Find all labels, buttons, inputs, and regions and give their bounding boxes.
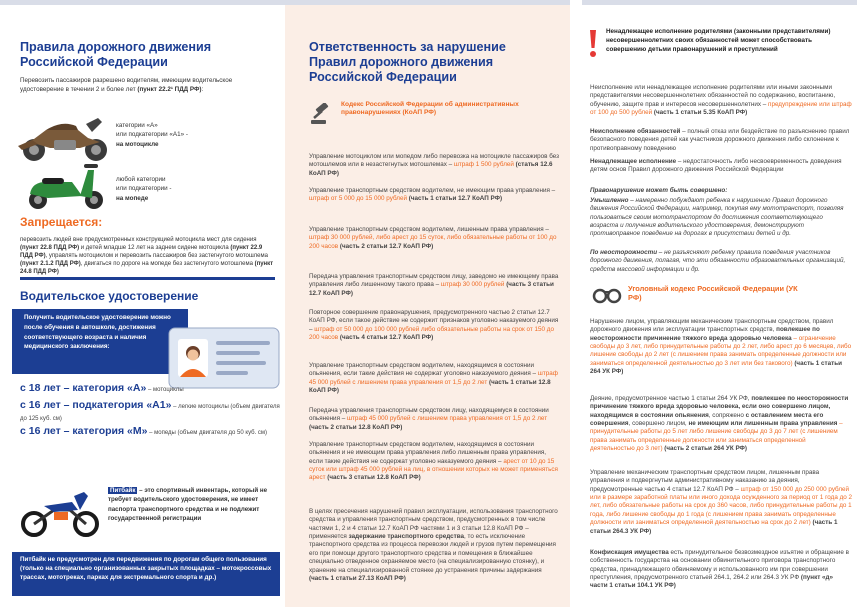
koap-12-7-3-text: Передача управления транспортным средством лицу, заведомо не имеющему права управления либо лишенному такого права –: [309, 273, 559, 289]
koap-27-13: [309, 508, 559, 583]
uk-264-1-penalty: – ограничение свободы до 3 лет, либо принудительные работы до 2 лет, либо арест до 6 месяцев, либо лишение свободы до 2 лет (с лишением права занимать определенные должности или заниматься определенной деятельностью до 3 лет или без такового): [590, 334, 852, 367]
uk-264-2-conj: , сопряжено: [708, 411, 744, 419]
age-16-m-desc: – мопеды (объем двигателя до 50 куб. см): [147, 430, 268, 436]
passenger-rule-colon: :: [201, 85, 204, 93]
koap-12-6: [309, 153, 559, 178]
intentional-offense: [590, 197, 852, 239]
negligent-term: По неосторожности: [590, 249, 658, 256]
confiscation-term: Конфискация имущества: [590, 549, 669, 556]
pitbike-title: Питбайк: [110, 487, 136, 494]
koap-12-8-2-penalty: штраф 45 000 рублей с лишением права управления от 1,5 до 2 лет: [347, 415, 548, 423]
passenger-rule-text: Перевозить пассажиров разрешено водителям, имеющим водительское удостоверение в течении 2 и более лет: [20, 77, 233, 93]
forbidden-ref-3: (пункт 2.1.2 ПДД РФ): [20, 261, 81, 268]
forbidden-text: [20, 236, 275, 276]
top-strip: [285, 0, 570, 5]
handcuffs-icon: [592, 286, 622, 304]
passenger-rule: [20, 77, 265, 94]
uk-264-3-penalty: штраф от 150 000 до 250 000 рублей или в размере заработной платы или иного дохода осужденного за период от 1 года до 2 лет, либо обязательные работы на срок до 360 часов, либо принудительные работы до 1 года, либо лишение свободы до 1 года (с лишением права занимать определенные должности или заниматься определенной деятельностью на срок до 2 лет): [590, 485, 853, 527]
pitbike-text: – это спортивный инвентарь, который не требует водительского удостоверения, не имеет паспорта транспортного средства и не подлежит государственной регистрации: [108, 487, 268, 522]
forbidden-text-1: перевозить людей вне предусмотренных конструкцией мотоцикла мест для сидения: [20, 237, 257, 243]
koap-12-8-1-ref: (часть 1 статьи 12.8 КоАП РФ): [309, 378, 551, 395]
improper-fulfillment: [590, 158, 852, 175]
uk-title: Уголовный кодекс Российской Федерации (УК РФ): [628, 284, 798, 303]
motorcycle-category-a1: или подкатегории «А1» -: [116, 131, 188, 139]
koap-27-13-measure: задержание транспортного средства: [348, 533, 465, 541]
uk-264-1: [590, 318, 852, 377]
license-title: Водительское удостоверение: [20, 289, 199, 303]
offense-forms-heading: Правонарушение может быть совершено:: [590, 187, 728, 194]
koap-12-8-1-text: Управление транспортным средством водителем, находящимся в состоянии опьянения, если такие действия не содержат уголовно наказуемого деяния –: [309, 362, 537, 378]
non-fulfillment: [590, 128, 852, 153]
age-16-a1-label: с 16 лет – подкатегория «А1»: [20, 399, 172, 411]
koap-5-35-text: Неисполнение или ненадлежащее исполнение родителями или иными законными представителями несовершеннолетних обязанностей по содержанию, воспитанию, обучению, защите прав и интересов несовершеннолетних –: [590, 84, 836, 108]
moped-any-category: любой категории: [116, 176, 166, 183]
forbidden-ref-1: (пункт 22.8 ПДД РФ): [20, 245, 80, 252]
age-16-category-a1: [20, 400, 280, 423]
moped-icon: [22, 160, 112, 212]
koap-5-35-penalty: предупреждение или штраф от 100 до 500 рублей: [590, 100, 852, 117]
koap-12-7-2-ref: (часть 2 статьи 12.7 КоАП РФ): [339, 242, 434, 250]
uk-104-1: [590, 549, 852, 591]
motorcycle-category-a: категории «А»: [116, 122, 158, 129]
koap-12-7-1: [309, 187, 559, 204]
koap-12-7-4-penalty: штраф от 50 000 до 100 000 рублей либо обязательные работы на срок от 150 до 200 часов: [309, 325, 554, 342]
motorcycle-caption: [116, 121, 216, 149]
uk-264-3-text: Управление механическим транспортным средством лицом, лишенным права управления и подвергнутым административному наказанию за деяния, предусмотренные частью 4 статьи 12.7 КоАП РФ –: [590, 469, 820, 493]
negligent-text: – не разъясняют ребенку правила поведения участников дорожного движения, полагая, что эти обязанности образовательных организаций, средств массовой информации и др.: [590, 249, 846, 273]
age-16-a1-desc: – легкие мотоциклы (объем двигателя до 125 куб. см): [20, 404, 280, 422]
koap-12-7-2-text: Управление транспортным средством водителем, лишенным права управления –: [309, 226, 549, 233]
top-strip: [582, 0, 857, 5]
moped-label: на мопеде: [116, 194, 149, 202]
improper-fulfillment-text: – недостаточность либо несвоевременность доведения детям основ Правил дорожного движения Российской Федерации: [590, 158, 842, 174]
column-administrative-liability: [285, 0, 570, 607]
pitbike-warning-box: Питбайк не предусмотрен для передвижения по дорогам общего пользования (только на специально организованных закрытых площадках – мотокроссовых трассах, мототреках, парках для экстремального спорта и др.): [12, 552, 280, 596]
koap-12-6-penalty: штраф 1 500 рублей: [453, 161, 514, 169]
koap-5-35-ref: (часть 1 статьи 5.35 КоАП РФ): [653, 109, 748, 117]
koap-12-8-3-ref: (часть 3 статьи 12.8 КоАП РФ): [327, 474, 421, 482]
license-requirements: Получить водительское удостоверение можно после обучения в автошколе, достижения соответствующего возраста и наличия медицинского заключения:: [12, 309, 188, 374]
koap-12-7-3-ref: (часть 3 статьи 12.7 КоАП РФ): [309, 281, 554, 297]
koap-12-8-2-text: Передача управления транспортным средством лицу, находящемуся в состоянии опьянения –: [309, 407, 549, 423]
confiscation-text: есть принудительное безвозмездное изъятие и обращение в собственность государства на основании обвинительного приговора транспортного средства, принадлежащего обвиняемому и использованного им при совершении преступления, предусмотренного статьей 264.1, 264.2 или 264.3 УК РФ: [590, 549, 849, 582]
forbidden-text-2: и детей младше 12 лет на заднем сидене мотоцикла: [80, 245, 229, 252]
uk-264-1-harm: повлекшее по неосторожности причинение тяжкого вреда здоровью человека: [590, 326, 820, 342]
forbidden-title: Запрещается:: [20, 215, 103, 229]
parental-warning-title: Ненадлежащее исполнение родителями (законными представителями) несовершеннолетних своих обязанностей может способствовать совершению детьми правонарушений и преступлений: [606, 28, 831, 53]
koap-12-8-3-text: Управление транспортным средством водителем, находящимся в состоянии опьянения и не имеющим права управления либо лишенным права управления, если такие действия не содержат уголовно наказуемого деяния –: [309, 441, 547, 465]
koap-12-7-4: [309, 309, 559, 342]
section-divider: [20, 277, 275, 280]
koap-27-13-text: В целях пресечения нарушений правил эксплуатации, использования транспортного средства и управления транспортным средством, предусмотренных в том числе частями 1, 2 и 4 статьи 12.7 КоАП РФ частями 1 и 3 статьи 12.8 КоАП РФ – применяется: [309, 508, 558, 541]
license-card-icon: [168, 327, 280, 389]
koap-12-8-3: [309, 441, 559, 483]
koap-12-8-2-ref: (часть 2 статьи 12.8 КоАП РФ): [309, 423, 403, 431]
koap-27-13-ref: (часть 1 статьи 27.13 КоАП РФ): [309, 574, 406, 582]
uk-264-1-text: Нарушение лицом, управляющим механическим транспортным средством, правил дорожного движения или эксплуатации транспортных средств,: [590, 318, 834, 334]
uk-264-2-by: , совершено лицом,: [628, 420, 687, 428]
uk-264-2-unlicensed: не имеющим или лишенным права управления: [688, 420, 838, 428]
forbidden-ref-4: (пункт 24.8 ПДД РФ): [20, 261, 274, 276]
uk-264-2: [590, 395, 852, 454]
age-16-m-label: с 16 лет – категория «М»: [20, 425, 148, 437]
koap-12-7-1-penalty: штраф от 5 000 до 15 000 рублей: [309, 195, 407, 203]
liability-title: Ответственность за нарушение Правил дорожного движения Российской Федерации: [309, 40, 506, 84]
koap-27-13-detail: , то есть исключение транспортного средства из процесса перевозки людей и грузов путем перемещения его при помощи другого транспортного средства и помещения в ближайшее специально отведенное охраняемое место (на специализированную стоянку), и хранение на специализированной стоянке до устранения причины задержания: [309, 533, 556, 574]
rules-title: Правила дорожного движения Российской Федерации: [20, 40, 212, 69]
uk-264-1-ref: (часть 1 статьи 264 УК РФ): [590, 359, 842, 376]
koap-title: Кодекс Российской Федерации об административных правонарушениях (КоАП РФ): [341, 101, 519, 117]
koap-12-8-3-penalty: арест от 10 до 15 суток или штраф 45 000 рублей на лиц, в отношении которых не может применяться арест: [309, 457, 558, 482]
koap-12-8-1-penalty: штраф 45 000 рублей с лишением права управления от 1,5 до 2 лет: [309, 370, 558, 386]
forbidden-ref-2: (пункт 22.9 ПДД РФ): [20, 245, 263, 260]
improper-fulfillment-term: Ненадлежащее исполнение: [590, 158, 677, 165]
koap-12-7-3: [309, 273, 559, 298]
gavel-icon: [309, 103, 333, 125]
koap-12-8-1: [309, 362, 559, 395]
koap-12-7-4-ref: (часть 4 статьи 12.7 КоАП РФ): [339, 334, 434, 342]
age-16-category-m: [20, 426, 270, 438]
confiscation-ref: (пункт «д» части 1 статьи 104.1 УК РФ): [590, 574, 834, 590]
uk-264-3-ref: (часть 1 статьи 264.3 УК РФ): [590, 519, 838, 535]
negligent-offense: [590, 249, 852, 274]
age-18-category-a: [20, 383, 220, 395]
pitbike-icon: [20, 488, 102, 538]
motorcycle-label: на мотоцикле: [116, 140, 159, 148]
moped-caption: [116, 175, 216, 203]
uk-264-2-penalty: – принудительные работы до 5 лет либо лишение свободы до 3 до 7 лет (с лишением права занимать определенные должности или заниматься определенной деятельностью до 3 лет): [590, 420, 843, 453]
pitbike-description: [108, 486, 278, 523]
uk-264-2-drunk: , если оно совершено лицом, находящимся в состоянии опьянения: [590, 403, 831, 419]
koap-12-7-4-text: Повторное совершение правонарушения, предусмотренного частью 2 статьи 12.7 КоАП РФ, если такое действие не содержит признаков уголовно наказуемого деяния –: [309, 309, 559, 333]
age-18-label: с 18 лет – категория «А»: [20, 382, 147, 394]
uk-264-3: [590, 469, 852, 536]
motorcycle-icon: [16, 112, 116, 164]
age-18-desc: – мотоциклы: [146, 387, 184, 393]
forbidden-text-4: , двигаться по дороге на мопеде без застегнутого мотошлема: [80, 261, 253, 268]
moped-subcategory: или подкатегории -: [116, 185, 172, 193]
intentional-text: – намеренно побуждают ребенка к нарушению Правил дорожного движения Российской Федерации, например, покупая ему мототранспорт, позволяя пользоваться своим мототранспортом до достижения соответствующего возраста и получения водительского удостоверения, демонстрируют противоправное поведение на дорогах в присутствии детей и др.: [590, 197, 844, 238]
koap-12-6-text: Управление мотоциклом или мопедом либо перевозка на мотоцикле пассажиров без мотошлемов или в незастегнутых мотошлемах –: [309, 153, 559, 169]
non-fulfillment-text: – полный отказ или бездействие по разъяснению правил безопасного поведения детей как участников дорожного движения либо склонение к противоправному поведению: [590, 128, 850, 152]
koap-12-7-3-penalty: штраф 30 000 рублей: [440, 281, 505, 289]
koap-5-35: [590, 84, 852, 117]
intentional-term: Умышленно: [590, 197, 629, 204]
koap-12-7-2: [309, 226, 559, 251]
forbidden-text-3: , управлять мотоциклом и перевозить пассажиров без застегнутого мотошлема: [45, 253, 268, 260]
column-parental-and-criminal: [570, 0, 857, 607]
non-fulfillment-term: Неисполнение обязанностей: [590, 128, 681, 135]
passenger-rule-ref: (пункт 22.2¹ ПДД РФ): [137, 85, 202, 93]
uk-264-2-harm: повлекшее по неосторожности причинение тяжкого вреда здоровью человека: [590, 395, 849, 411]
uk-264-2-fled: с оставлением места его совершения: [590, 411, 824, 428]
koap-12-7-1-text: Управление транспортным средством водителем, не имеющим права управления –: [309, 187, 556, 194]
koap-12-6-ref: (статья 12.6 КоАП РФ): [309, 161, 553, 177]
top-strip: [0, 0, 285, 5]
koap-12-7-1-ref: (часть 1 статьи 12.7 КоАП РФ): [408, 195, 503, 203]
koap-12-8-2: [309, 407, 559, 432]
uk-264-2-ref: (часть 2 статьи 264 УК РФ): [664, 445, 748, 453]
column-traffic-rules: [0, 0, 285, 607]
koap-12-7-2-penalty: штраф 30 000 рублей, либо арест до 15 суток, либо обязательные работы от 100 до 200 часов: [309, 234, 557, 250]
exclamation-icon: [588, 28, 598, 58]
uk-264-2-text: Деяние, предусмотренное частью 1 статьи 264 УК РФ,: [590, 395, 750, 402]
